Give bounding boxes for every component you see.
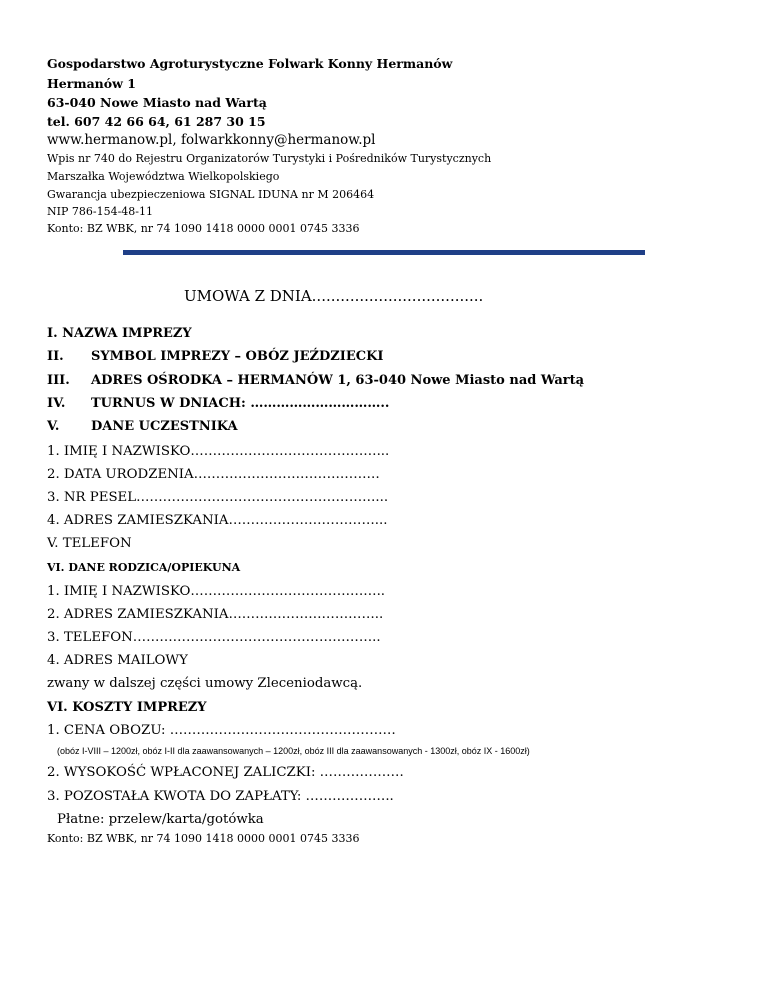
participant-pesel-field[interactable]: 3. NR PESEL………………………………………………...	[47, 490, 389, 505]
company-address-line1: Hermanów 1	[47, 76, 136, 91]
client-definition-note: zwany w dalszej części umowy Zleceniodawcą.	[47, 676, 363, 691]
section-number: III.	[47, 373, 70, 388]
company-phone: tel. 607 42 66 64, 61 287 30 15	[47, 114, 266, 129]
section-event-symbol	[47, 349, 383, 364]
section-event-name: I. NAZWA IMPREZY	[47, 326, 192, 341]
guardian-heading: VI. DANE RODZICA/OPIEKUNA	[47, 561, 241, 574]
section-participant	[47, 419, 238, 434]
nip-info: NIP 786-154-48-11	[47, 205, 154, 218]
header-divider	[123, 250, 645, 255]
remaining-amount-field[interactable]: 3. POZOSTAŁA KWOTA DO ZAPŁATY: ………………..	[47, 789, 394, 804]
contract-title: UMOWA Z DNIA....................................	[184, 287, 484, 305]
section-label: TURNUS W DNIACH: …………………………..	[91, 396, 390, 411]
payment-account: Konto: BZ WBK, nr 74 1090 1418 0000 0001 0745 3336	[47, 832, 360, 845]
company-address-line2: 63-040 Nowe Miasto nad Wartą	[47, 95, 267, 110]
costs-heading: VI. KOSZTY IMPREZY	[47, 700, 207, 715]
participant-name-field[interactable]: 1. IMIĘ I NAZWISKO……………………………………...	[47, 444, 390, 459]
section-label: SYMBOL IMPREZY – OBÓZ JEŹDZIECKI	[91, 349, 384, 364]
marshal-info: Marszałka Województwa Wielkopolskiego	[47, 170, 280, 183]
price-list-note: (obóz I-VIII – 1200zł, obóz I-II dla zaawansowanych – 1200zł, obóz III dla zaawansowanych - 1300zł, obóz IX - 1600zł)	[57, 746, 530, 756]
registry-info: Wpis nr 740 do Rejestru Organizatorów Turystyki i Pośredników Turystycznych	[47, 152, 492, 165]
section-number: II.	[47, 349, 64, 364]
section-number: V.	[47, 419, 60, 434]
participant-address-field[interactable]: 4. ADRES ZAMIESZKANIA……………………………...	[47, 513, 388, 528]
payment-methods: Płatne: przelew/karta/gotówka	[57, 812, 264, 827]
section-number: IV.	[47, 396, 66, 411]
deposit-field[interactable]: 2. WYSOKOŚĆ WPŁACONEJ ZALICZKI: ……………….	[47, 765, 404, 780]
account-info: Konto: BZ WBK, nr 74 1090 1418 0000 0001 0745 3336	[47, 222, 360, 235]
guarantee-info: Gwarancja ubezpieczeniowa SIGNAL IDUNA nr M 206464	[47, 188, 375, 201]
guardian-address-field[interactable]: 2. ADRES ZAMIESZKANIA……………………………..	[47, 607, 384, 622]
section-label: ADRES OŚRODKA – HERMANÓW 1, 63-040 Nowe Miasto nad Wartą	[91, 373, 585, 388]
section-venue-address	[47, 373, 584, 388]
participant-birthdate-field[interactable]: 2. DATA URODZENIA……………………………………	[47, 467, 380, 482]
camp-price-field[interactable]: 1. CENA OBOZU: ……………………………………………	[47, 723, 396, 738]
section-label: DANE UCZESTNIKA	[91, 419, 238, 434]
guardian-name-field[interactable]: 1. IMIĘ I NAZWISKO……………………………………..	[47, 584, 386, 599]
participant-phone-field[interactable]: V. TELEFON	[47, 536, 132, 551]
guardian-phone-field[interactable]: 3. TELEFON………………………………………………..	[47, 630, 381, 645]
company-web-email[interactable]: www.hermanow.pl, folwarkkonny@hermanow.pl	[47, 132, 376, 148]
company-name: Gospodarstwo Agroturystyczne Folwark Konny Hermanów	[47, 56, 453, 71]
guardian-email-field[interactable]: 4. ADRES MAILOWY	[47, 653, 188, 668]
section-turnus	[47, 396, 389, 411]
